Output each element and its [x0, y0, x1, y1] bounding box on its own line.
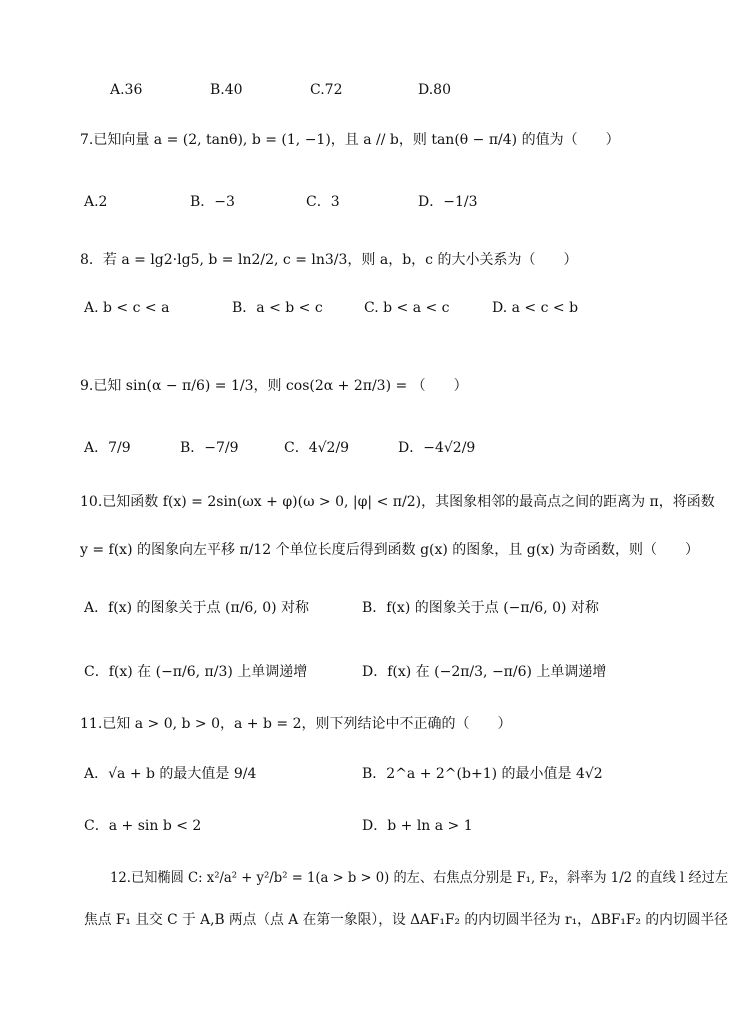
q9-option-c: C．4√2/9 [284, 440, 350, 456]
q8-option-d: D. a < c < b [492, 300, 579, 316]
q11-option-b: B．2^a + 2^(b+1) 的最小值是 4√2 [362, 766, 603, 782]
q9-option-b: B．−7/9 [180, 440, 239, 456]
q9-option-d: D．−4√2/9 [398, 440, 476, 456]
q10-option-b: B．f(x) 的图象关于点 (−π/6, 0) 对称 [362, 600, 599, 616]
q6-option-b: B.40 [210, 82, 243, 98]
q10-option-c: C．f(x) 在 (−π/6, π/3) 上单调递增 [84, 664, 308, 680]
q12-stem-line1: 12.已知椭圆 C: x²/a² + y²/b² = 1(a > b > 0) 的左、右焦点分别是 F₁, F₂，斜率为 1/2 的直线 l 经过左 [110, 870, 729, 886]
q10-option-d: D．f(x) 在 (−2π/3, −π/6) 上单调递增 [362, 664, 607, 680]
q8-option-a: A. b < c < a [84, 300, 170, 316]
q7-stem: 7.已知向量 a = (2, tanθ), b = (1, −1)，且 a // b，则 tan(θ − π/4) 的值为（ ） [80, 132, 620, 148]
q6-option-c: C.72 [310, 82, 343, 98]
q7-option-a: A.2 [84, 194, 108, 210]
q7-option-d: D．−1/3 [418, 194, 478, 210]
q11-stem: 11.已知 a > 0, b > 0，a + b = 2，则下列结论中不正确的（ ） [80, 716, 512, 732]
q11-option-d: D．b + ln a > 1 [362, 818, 473, 834]
q7-option-b: B．−3 [190, 194, 235, 210]
q9-option-a: A．7/9 [84, 440, 131, 456]
q9-stem: 9.已知 sin(α − π/6) = 1/3，则 cos(2α + 2π/3) = （ ） [80, 378, 468, 394]
q12-stem-line2: 焦点 F₁ 且交 C 于 A,B 两点（点 A 在第一象限），设 ΔAF₁F₂ 的内切圆半径为 r₁，ΔBF₁F₂ 的内切圆半径 [84, 912, 728, 928]
q6-option-d: D.80 [418, 82, 451, 98]
q8-option-b: B．a < b < c [232, 300, 323, 316]
q8-stem: 8．若 a = lg2·lg5, b = ln2/2, c = ln3/3，则 a，b，c 的大小关系为（ ） [80, 252, 578, 268]
q6-option-a: A.36 [110, 82, 143, 98]
q10-stem-line2: y = f(x) 的图象向左平移 π/12 个单位长度后得到函数 g(x) 的图象，且 g(x) 为奇函数，则（ ） [80, 542, 699, 558]
q11-option-c: C．a + sin b < 2 [84, 818, 202, 834]
q10-option-a: A．f(x) 的图象关于点 (π/6, 0) 对称 [84, 600, 310, 616]
q7-option-c: C．3 [306, 194, 340, 210]
q10-stem-line1: 10.已知函数 f(x) = 2sin(ωx + φ)(ω > 0, |φ| < π/2)，其图象相邻的最高点之间的距离为 π，将函数 [80, 494, 715, 510]
q11-option-a: A．√a + b 的最大值是 9/4 [84, 766, 257, 782]
q8-option-c: C. b < a < c [364, 300, 450, 316]
